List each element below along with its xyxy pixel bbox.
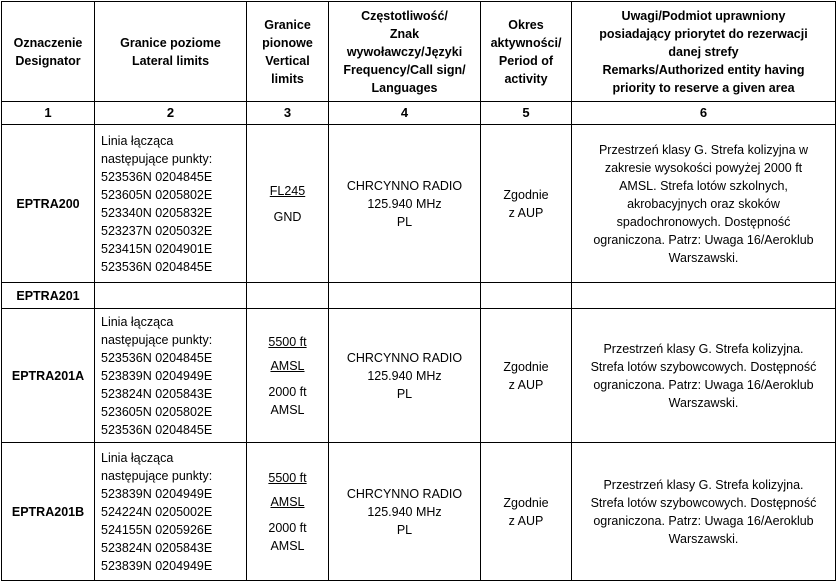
text-line: 523605N 0205802E xyxy=(101,404,213,419)
text-line: ograniczona. Patrz: Uwaga 16/Aeroklub xyxy=(593,232,814,247)
lateral-limits-cell xyxy=(95,443,247,581)
text-line: Przestrzeń klasy G. Strefa kolizyjna. xyxy=(603,477,804,492)
text-line: 523839N 0204949E xyxy=(101,558,213,573)
text-line: Przestrzeń klasy G. Strefa kolizyjna. xyxy=(603,341,804,356)
text-line: Linia łącząca xyxy=(101,450,174,465)
frequency-cell xyxy=(329,125,481,283)
text-line: 125.940 MHz xyxy=(367,504,442,519)
text-line: Vertical xyxy=(265,53,310,68)
designator-cell: EPTRA201 xyxy=(2,283,95,309)
header-frequency xyxy=(329,2,481,102)
vertical-limits-cell xyxy=(247,283,329,309)
text-line: Warszawski. xyxy=(668,395,739,410)
period-cell xyxy=(481,443,572,581)
lower-limit xyxy=(249,519,326,555)
header-remarks xyxy=(572,2,836,102)
text-line: Warszawski. xyxy=(668,531,739,546)
remarks-cell xyxy=(572,309,836,443)
text-line: następujące punkty: xyxy=(101,151,213,166)
text-line: Strefa lotów szybowcowych. Dostępność xyxy=(590,359,817,374)
text-line: aktywności/ xyxy=(490,35,562,50)
text-line: 523237N 0205032E xyxy=(101,223,213,238)
text-line: Period of xyxy=(498,53,554,68)
text-line: AMSL. Strefa lotów szkolnych, xyxy=(619,178,788,193)
lateral-limits-cell xyxy=(95,125,247,283)
frequency-cell xyxy=(329,443,481,581)
frequency-cell xyxy=(329,309,481,443)
text-line: Linia łącząca xyxy=(101,314,174,329)
text-line: 5500 ft xyxy=(268,334,307,349)
frequency-cell xyxy=(329,283,481,309)
text-line: 523824N 0205843E xyxy=(101,540,213,555)
text-line: Uwagi/Podmiot uprawniony xyxy=(621,8,786,23)
header-designator xyxy=(2,2,95,102)
table-row xyxy=(2,125,836,283)
header-period xyxy=(481,2,572,102)
text-line: Granice xyxy=(264,17,311,32)
text-line: następujące punkty: xyxy=(101,332,213,347)
text-line: CHRCYNNO RADIO xyxy=(346,350,463,365)
column-number: 2 xyxy=(95,102,247,125)
column-number: 5 xyxy=(481,102,572,125)
column-number: 4 xyxy=(329,102,481,125)
column-number: 6 xyxy=(572,102,836,125)
text-line: Lateral limits xyxy=(131,53,210,68)
text-line: AMSL xyxy=(270,358,305,373)
text-line: Okres xyxy=(508,17,544,32)
text-line: z AUP xyxy=(508,205,544,220)
upper-limit xyxy=(249,182,326,200)
text-line: Linia łącząca xyxy=(101,133,174,148)
text-line: AMSL xyxy=(270,538,305,553)
text-line: 2000 ft xyxy=(268,384,307,399)
header-row xyxy=(2,2,836,102)
text-line: CHRCYNNO RADIO xyxy=(346,486,463,501)
text-line: zakresie wysokości powyżej 2000 ft xyxy=(604,160,803,175)
text-line: AMSL xyxy=(270,494,305,509)
text-line: danej strefy xyxy=(668,44,739,59)
lateral-limits-cell xyxy=(95,283,247,309)
text-line: 523839N 0204949E xyxy=(101,368,213,383)
text-line: 2000 ft xyxy=(268,520,307,535)
text-line: 125.940 MHz xyxy=(367,196,442,211)
vertical-limits-cell xyxy=(247,443,329,581)
period-cell xyxy=(481,283,572,309)
text-line: 523536N 0204845E xyxy=(101,169,213,184)
text-line: Granice poziome xyxy=(120,35,221,50)
text-line: z AUP xyxy=(508,377,544,392)
text-line: Frequency/Call sign/ xyxy=(343,62,466,77)
text-line: Zgodnie xyxy=(503,495,549,510)
text-line: akrobacyjnych oraz skoków xyxy=(627,196,780,211)
text-line: 524224N 0205002E xyxy=(101,504,213,519)
text-line: Znak xyxy=(389,26,420,41)
lower-limit xyxy=(249,208,326,226)
text-line: activity xyxy=(504,71,548,86)
airspace-table xyxy=(1,1,836,581)
text-line: 125.940 MHz xyxy=(367,368,442,383)
column-number-row xyxy=(2,102,836,125)
text-line: Przestrzeń klasy G. Strefa kolizyjna w xyxy=(598,142,809,157)
text-line: AMSL xyxy=(270,402,305,417)
text-line: PL xyxy=(396,522,413,537)
text-line: PL xyxy=(396,214,413,229)
upper-limit xyxy=(249,469,326,511)
text-line: CHRCYNNO RADIO xyxy=(346,178,463,193)
text-line: następujące punkty: xyxy=(101,468,213,483)
text-line: Remarks/Authorized entity having xyxy=(602,62,805,77)
text-line: ograniczona. Patrz: Uwaga 16/Aeroklub xyxy=(593,377,814,392)
period-cell xyxy=(481,309,572,443)
column-number: 3 xyxy=(247,102,329,125)
text-line: 523536N 0204845E xyxy=(101,422,213,437)
text-line: Częstotliwość/ xyxy=(361,8,448,23)
text-line: posiadający priorytet do rezerwacji xyxy=(599,26,808,41)
text-line: z AUP xyxy=(508,513,544,528)
header-vertical-limits xyxy=(247,2,329,102)
text-line: 523839N 0204949E xyxy=(101,486,213,501)
text-line: limits xyxy=(271,71,304,86)
text-line: priority to reserve a given area xyxy=(612,80,795,95)
column-number: 1 xyxy=(2,102,95,125)
text-line: Warszawski. xyxy=(668,250,739,265)
text-line: 5500 ft xyxy=(268,470,307,485)
table-row xyxy=(2,283,836,309)
table-row xyxy=(2,443,836,581)
header-lateral-limits xyxy=(95,2,247,102)
text-line: 523824N 0205843E xyxy=(101,386,213,401)
text-line: Languages xyxy=(371,80,438,95)
text-line: spadochronowych. Dostępność xyxy=(616,214,791,229)
text-line: 523536N 0204845E xyxy=(101,350,213,365)
text-line: Zgodnie xyxy=(503,359,549,374)
text-line: ograniczona. Patrz: Uwaga 16/Aeroklub xyxy=(593,513,814,528)
text-line: 524155N 0205926E xyxy=(101,522,213,537)
text-line: GND xyxy=(273,209,302,224)
text-line: PL xyxy=(396,386,413,401)
text-line: wywoławczy/Języki xyxy=(346,44,463,59)
text-line: 523536N 0204845E xyxy=(101,259,213,274)
text-line: pionowe xyxy=(262,35,313,50)
vertical-limits-cell xyxy=(247,125,329,283)
lower-limit xyxy=(249,383,326,419)
text-line: Zgodnie xyxy=(503,187,549,202)
upper-limit xyxy=(249,333,326,375)
text-line: FL245 xyxy=(269,183,306,198)
designator-cell: EPTRA201B xyxy=(2,443,95,581)
remarks-cell xyxy=(572,125,836,283)
text-line: 523340N 0205832E xyxy=(101,205,213,220)
text-line: Oznaczenie xyxy=(13,35,83,50)
text-line: 523605N 0205802E xyxy=(101,187,213,202)
remarks-cell xyxy=(572,283,836,309)
text-line: 523415N 0204901E xyxy=(101,241,213,256)
table-row xyxy=(2,309,836,443)
designator-cell: EPTRA200 xyxy=(2,125,95,283)
designator-cell: EPTRA201A xyxy=(2,309,95,443)
text-line: Strefa lotów szybowcowych. Dostępność xyxy=(590,495,817,510)
lateral-limits-cell xyxy=(95,309,247,443)
text-line: Designator xyxy=(15,53,81,68)
period-cell xyxy=(481,125,572,283)
remarks-cell xyxy=(572,443,836,581)
vertical-limits-cell xyxy=(247,309,329,443)
